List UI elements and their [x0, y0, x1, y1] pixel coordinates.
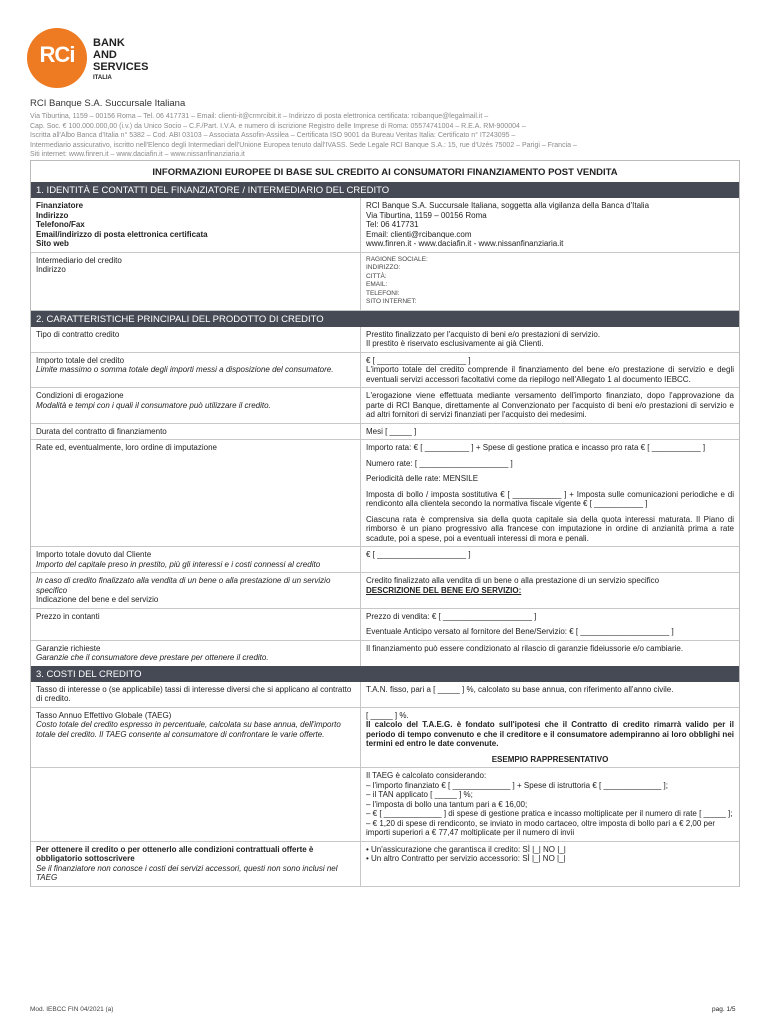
list-item: – € [ _____________ ] di spese di gestione pratica e incasso moltiplicate per il numero di rate [ _____ ];	[366, 809, 733, 818]
esempio-values	[361, 768, 739, 841]
label: Indirizzo	[36, 210, 69, 220]
logo-word-1: BANK	[93, 37, 125, 49]
label: Importo totale del credito	[36, 355, 125, 365]
footer-model-code: Mod. IEBCC FIN 04/2021 (a)	[30, 1006, 114, 1013]
value: L'importo totale del credito comprende il finanziamento del bene e/o prestazione di servizio e degli eventuali servizi accessori facoltativi come da riepilogo nell'Allegato 1 al documento IEBCC.	[366, 365, 734, 384]
label: Telefono/Fax	[36, 220, 85, 229]
taeg-values	[361, 708, 739, 768]
field-label: CITTÀ:	[366, 272, 387, 280]
intermediario-fields	[361, 253, 739, 310]
label: Garanzie richieste	[36, 643, 101, 653]
row-vendita	[31, 573, 739, 609]
value: DESCRIZIONE DEL BENE E/O SERVIZIO:	[366, 585, 522, 595]
tan-value: T.A.N. fisso, pari a [ _____ ] %, calcolato su base annua, con riferimento all'anno civile.	[366, 684, 674, 694]
value: € [ ____________________ ]	[366, 355, 471, 365]
logo-word-3: SERVICES	[93, 61, 149, 73]
garanzie-label-cell	[31, 641, 361, 666]
value: Imposta di bollo / imposta sostitutiva € [ ___________ ] + Imposta sulle comunicazioni periodiche e di rendiconto alla clientela secondo la normativa fiscale vigente € [ ___________ ]	[366, 489, 734, 508]
list-item: – € 1,20 di spese di rendiconto, se inviato in modo cartaceo, oltre imposta di bollo pari a € 2,00 per importi superiori a € 77,47 moltiplicate per il numero di invii	[366, 818, 716, 837]
list-item: – il TAN applicato [ _____ ] %;	[366, 790, 473, 799]
rate-label: Rate ed, eventualmente, loro ordine di imputazione	[31, 440, 361, 546]
tipo-value	[361, 327, 739, 352]
label: Finanziatore	[36, 201, 84, 210]
field-label: INDIRIZZO:	[366, 264, 401, 271]
value: [ _____ ] %.	[366, 710, 409, 720]
checkbox-option: • Un'assicurazione che garantisca il credito: SÌ |_| NO |_|	[366, 844, 566, 854]
logo-country: ITALIA	[93, 75, 112, 81]
durata-value: Mesi [ _____ ]	[366, 426, 417, 436]
label: Indicazione del bene e del servizio	[36, 595, 159, 604]
dovuto-value: € [ ____________________ ]	[366, 550, 471, 559]
document-table	[30, 160, 740, 887]
prezzo-label: Prezzo in contanti	[31, 609, 361, 640]
company-info-line: Via Tiburtina, 1159 – 00156 Roma – Tel. 06 417731 – Email: clienti-it@crmrcibit.it – Indirizzo di posta elettronica certificata: rcibanque@legalmail.it –	[30, 113, 489, 120]
tan-label: Tasso di interesse o (se applicabile) tassi di interesse diversi che si applicano al contratto di credito.	[31, 682, 361, 707]
label: Sito web	[36, 239, 69, 248]
label: In caso di credito finalizzato alla vendita di un bene o alla prestazione di un servizio specifico	[36, 576, 331, 595]
row-intermediario	[31, 253, 739, 311]
value: www.finren.it - www.daciafin.it - www.nissanfinanziaria.it	[366, 239, 564, 248]
row-tan	[31, 682, 739, 708]
sublabel: Importo del capitale preso in prestito, più gli interessi e i costi connessi al credito	[36, 559, 321, 569]
field-label: RAGIONE SOCIALE:	[366, 255, 428, 263]
checkbox-option: • Un altro Contratto per servizio accessorio: SÌ |_| NO |_|	[366, 854, 566, 863]
servizi-values	[361, 842, 739, 886]
value: Ciascuna rata è comprensiva sia della quota capitale sia della quota interessi maturata. Il Piano di rimborso è un piano progressivo alla francese con imputazione in ordine di anzianità prima a rate scadute, poi a spese, poi a eventuali interessi di mora e penali.	[366, 514, 734, 543]
value: Periodicità delle rate: MENSILE	[366, 474, 479, 483]
label: Tasso Annuo Effettivo Globale (TAEG)	[36, 710, 172, 720]
company-info	[30, 112, 740, 160]
row-tipo-contratto	[31, 327, 739, 353]
label: Condizioni di erogazione	[36, 391, 124, 400]
sublabel: Costo totale del credito espresso in percentuale, calcolata su base annua, dell'importo totale del credito. Il TAEG consente al consumatore di confrontare le varie offerte.	[36, 720, 341, 739]
value: Tel: 06 417731	[366, 220, 419, 229]
row-prezzo	[31, 609, 739, 641]
section-1-header: 1. IDENTITÀ E CONTATTI DEL FINANZIATORE / INTERMEDIARIO DEL CREDITO	[31, 182, 739, 198]
erogazione-label-cell	[31, 388, 361, 423]
company-info-line: Cap. Soc. € 100.000.000,00 (i.v.) da Unico Socio – C.F./Part. I.V.A. e numero di iscrizione Registro delle Imprese di Roma: 05574741004 – R.E.A. RM-900004 –	[30, 122, 526, 130]
company-name: RCI Banque S.A. Succursale Italiana	[30, 98, 186, 109]
label: Email/indirizzo di posta elettronica certificata	[36, 229, 208, 239]
rci-logo	[27, 28, 187, 88]
durata-label: Durata del contratto di finanziamento	[31, 424, 361, 440]
label: Importo totale dovuto dal Cliente	[36, 550, 152, 559]
company-info-line: Intermediario assicurativo, iscritto nell'Elenco degli Intermediari dell'Unione Europea tenuto dall'IVASS. Sede Legale RCI Banque S.A.: 15, rue d'Uzès 75002 – Parigi – Francia –	[30, 141, 577, 149]
importo-value-cell	[361, 353, 739, 388]
company-header	[30, 98, 740, 160]
prezzo-values	[361, 609, 739, 640]
value: Credito finalizzato alla vendita di un bene o alla prestazione di un servizio specifico	[366, 576, 660, 585]
value: Il calcolo del T.A.E.G. è fondato sull'ipotesi che il Contratto di credito rimarrà valido per il periodo di tempo convenuto e che il creditore e il consumatore adempiranno ai loro obblighi nei termini ed entro le date convenute.	[366, 720, 734, 748]
value: Prestito finalizzato per l'acquisto di beni e/o prestazioni di servizio.	[366, 329, 601, 339]
rate-values	[361, 440, 739, 546]
row-garanzie	[31, 641, 739, 666]
row-finanziatore	[31, 198, 739, 253]
field-label: TELEFONI:	[366, 289, 400, 297]
row-rate	[31, 440, 739, 547]
row-esempio	[31, 768, 739, 842]
document-title: INFORMAZIONI EUROPEE DI BASE SUL CREDITO AI CONSUMATORI FINANZIAMENTO POST VENDITA	[31, 160, 739, 182]
finanziatore-values	[361, 198, 739, 252]
logo-word-2: AND	[93, 49, 117, 61]
value: Eventuale Anticipo versato al fornitore del Bene/Servizio: € [ ____________________ ]	[366, 627, 674, 636]
intermediario-labels	[31, 253, 361, 310]
vendita-value-cell	[361, 573, 739, 608]
vendita-label-cell	[31, 573, 361, 608]
company-info-line: Iscritta all'Albo Banca d'Italia n° 5382 – Cod. ABI 03103 – Associata Assofin-Assilea – Certificata ISO 9001 da Bureau Veritas Italia: Certificato n° IT243095 –	[30, 132, 516, 139]
erogazione-value: L'erogazione viene effettuata mediante versamento dell'importo finanziato, dopo l'approvazione da parte di RCI Banque, direttamente al Convenzionato per l'acquisto di beni e/o prestazioni di servizio e ad altri fornitori di servizi finanziati per l'acquisto dei medesimi.	[366, 391, 734, 419]
footer-page-number: pag. 1/5	[712, 1006, 736, 1013]
value: Email: clienti@rcibanque.com	[366, 229, 472, 239]
row-importo-totale	[31, 353, 739, 389]
list-item: – l'imposta di bollo una tantum pari a € 16,00;	[366, 799, 528, 809]
taeg-label-cell	[31, 708, 361, 768]
value: Il TAEG è calcolato considerando:	[366, 771, 487, 780]
garanzie-value: Il finanziamento può essere condizionato al rilascio di garanzie fideiussorie e/o cambiarie.	[366, 643, 684, 653]
value: Numero rate: [ ____________________ ]	[366, 458, 513, 468]
label: Intermediario del credito	[36, 255, 122, 265]
value: Il prestito è riservato esclusivamente ai già Clienti.	[366, 339, 544, 348]
row-durata	[31, 424, 739, 441]
field-label: SITO INTERNET:	[366, 298, 417, 305]
sublabel: Se il finanziatore non conosce i costi dei servizi accessori, questi non sono inclusi nel TAEG	[36, 863, 338, 882]
row-erogazione	[31, 388, 739, 424]
value: RCI Banque S.A. Succursale Italiana, soggetta alla vigilanza della Banca d'Italia	[366, 201, 650, 210]
sublabel: Garanzie che il consumatore deve prestare per ottenere il credito.	[36, 653, 269, 662]
value: Importo rata: € [ __________ ] + Spese di gestione pratica e incasso pro rata € [ ___________ ]	[366, 443, 706, 452]
servizi-label-cell	[31, 842, 361, 886]
tipo-label: Tipo di contratto credito	[31, 327, 361, 352]
value: Via Tiburtina, 1159 – 00156 Roma	[366, 210, 487, 220]
section-3-header: 3. COSTI DEL CREDITO	[31, 666, 739, 682]
sublabel: Limite massimo o somma totale degli importi messi a disposizione del consumatore.	[36, 365, 334, 374]
finanziatore-labels	[31, 198, 361, 252]
row-importo-dovuto	[31, 547, 739, 573]
row-taeg	[31, 708, 739, 769]
example-title: ESEMPIO RAPPRESENTATIVO	[491, 754, 609, 764]
field-label: EMAIL:	[366, 281, 388, 288]
row-servizi-accessori	[31, 842, 739, 887]
logo-mark: RCi	[39, 42, 75, 67]
dovuto-label-cell	[31, 547, 361, 572]
label: Per ottenere il credito o per ottenerlo alle condizioni contrattuali offerte è obbligatorio sottoscrivere	[36, 844, 314, 863]
label: Indirizzo	[36, 265, 66, 274]
section-2-header: 2. CARATTERISTICHE PRINCIPALI DEL PRODOTTO DI CREDITO	[31, 311, 739, 327]
esempio-empty	[31, 768, 361, 841]
company-info-line: Siti internet: www.finren.it – www.daciafin.it – www.nissanfinanziaria.it	[30, 151, 245, 158]
logo-words	[93, 37, 148, 73]
list-item: – l'importo finanziato € [ _____________ ] + Spese di istruttoria € [ _____________ ];	[366, 780, 668, 790]
sublabel: Modalità e tempi con i quali il consumatore può utilizzare il credito.	[36, 400, 271, 410]
importo-label-cell	[31, 353, 361, 388]
value: Prezzo di vendita: € [ ____________________ ]	[366, 611, 537, 621]
